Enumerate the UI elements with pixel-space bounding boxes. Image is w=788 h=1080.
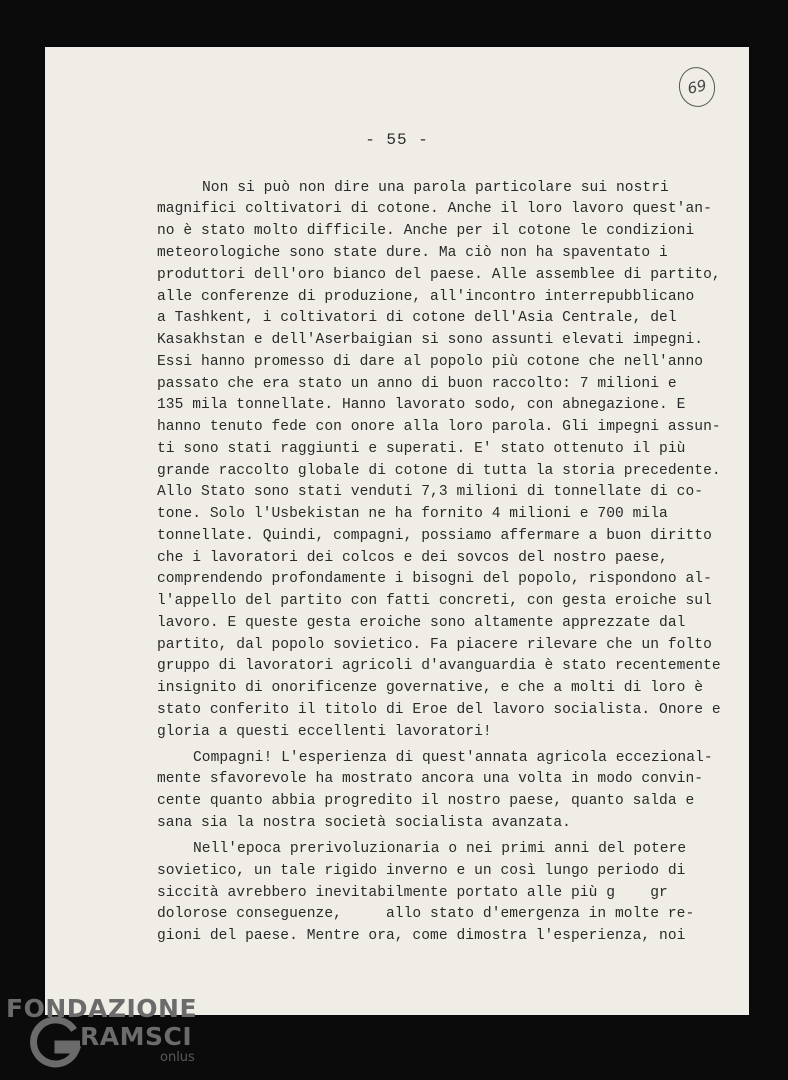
- text-line: mente sfavorevole ha mostrato ancora una volta in modo convin-: [157, 771, 704, 787]
- text-line: ti sono stati raggiunti e superati. E' stato ottenuto il più: [157, 441, 686, 457]
- text-line: grande raccolto globale di cotone di tutta la storia precedente.: [157, 463, 721, 479]
- text-line: tonnellate. Quindi, compagni, possiamo affermare a buon diritto: [157, 528, 712, 544]
- text-line: stato conferito il titolo di Eroe del lavoro socialista. Onore e: [157, 702, 721, 718]
- archive-number-stamp: 69: [675, 64, 719, 111]
- text-line: Non si può non dire una parola particolare sui nostri: [202, 180, 669, 196]
- watermark-line2: RAMSCI: [80, 1022, 193, 1051]
- text-line: produttori dell'oro bianco del paese. Alle assemblee di partito,: [157, 267, 721, 283]
- text-line: sana sia la nostra società socialista avanzata.: [157, 815, 571, 831]
- text-line: partito, dal popolo sovietico. Fa piacere rilevare che un folto: [157, 637, 712, 653]
- text-line: gloria a questi eccellenti lavoratori!: [157, 724, 492, 740]
- text-line: passato che era stato un anno di buon raccolto: 7 milioni e: [157, 376, 677, 392]
- text-line: lavoro. E queste gesta eroiche sono altamente apprezzate dal: [157, 615, 686, 631]
- text-line: Kasakhstan e dell'Aserbaigian si sono assunti elevati impegni.: [157, 332, 704, 348]
- text-line: hanno tenuto fede con onore alla loro parola. Gli impegni assun-: [157, 419, 721, 435]
- text-line: che i lavoratori dei colcos e dei sovcos del nostro paese,: [157, 550, 668, 566]
- gramsci-g-logo-icon: [28, 1016, 84, 1072]
- text-line: Allo Stato sono stati venduti 7,3 milioni di tonnellate di co-: [157, 484, 704, 500]
- text-line: 135 mila tonnellate. Hanno lavorato sodo, con abnegazione. E: [157, 397, 686, 413]
- text-line: comprendendo profondamente i bisogni del popolo, rispondono al-: [157, 571, 712, 587]
- document-page: [45, 47, 749, 1015]
- text-line: dolorose conseguenze, allo stato d'emergenza in molte re-: [157, 906, 695, 922]
- text-line: magnifici coltivatori di cotone. Anche il loro lavoro quest'an-: [157, 201, 712, 217]
- text-line: no è stato molto difficile. Anche per il cotone le condizioni: [157, 223, 695, 239]
- text-line: gruppo di lavoratori agricoli d'avanguardia è stato recentemente: [157, 658, 721, 674]
- text-line: l'appello del partito con fatti concreti, con gesta eroiche sul: [157, 593, 712, 609]
- fondazione-gramsci-watermark: [2, 994, 198, 1074]
- text-line: Essi hanno promesso di dare al popolo più cotone che nell'anno: [157, 354, 704, 370]
- text-line: tone. Solo l'Usbekistan ne ha fornito 4 milioni e 700 mila: [157, 506, 668, 522]
- text-line: cente quanto abbia progredito il nostro paese, quanto salda e: [157, 793, 695, 809]
- watermark-line1: FONDAZIONE: [6, 994, 198, 1023]
- text-line: alle conferenze di produzione, all'incontro interrepubblicano: [157, 289, 695, 305]
- text-line: siccità avrebbero inevitabilmente portato alle più g gr: [157, 885, 668, 901]
- page-number: - 55 -: [365, 131, 429, 149]
- text-line: sovietico, un tale rigido inverno e un così lungo periodo di: [157, 863, 686, 879]
- text-line: a Tashkent, i coltivatori di cotone dell'Asia Centrale, del: [157, 310, 677, 326]
- text-line: insignito di onorificenze governative, e che a molti di loro è: [157, 680, 704, 696]
- text-line: Nell'epoca prerivoluzionaria o nei primi anni del potere: [193, 841, 687, 857]
- text-line: Compagni! L'esperienza di quest'annata agricola eccezional-: [193, 750, 713, 766]
- body-text: [45, 47, 749, 1015]
- watermark-suffix: onlus: [160, 1050, 195, 1065]
- text-line: meteorologiche sono state dure. Ma ciò non ha spaventato i: [157, 245, 668, 261]
- text-line: gioni del paese. Mentre ora, come dimostra l'esperienza, noi: [157, 928, 686, 944]
